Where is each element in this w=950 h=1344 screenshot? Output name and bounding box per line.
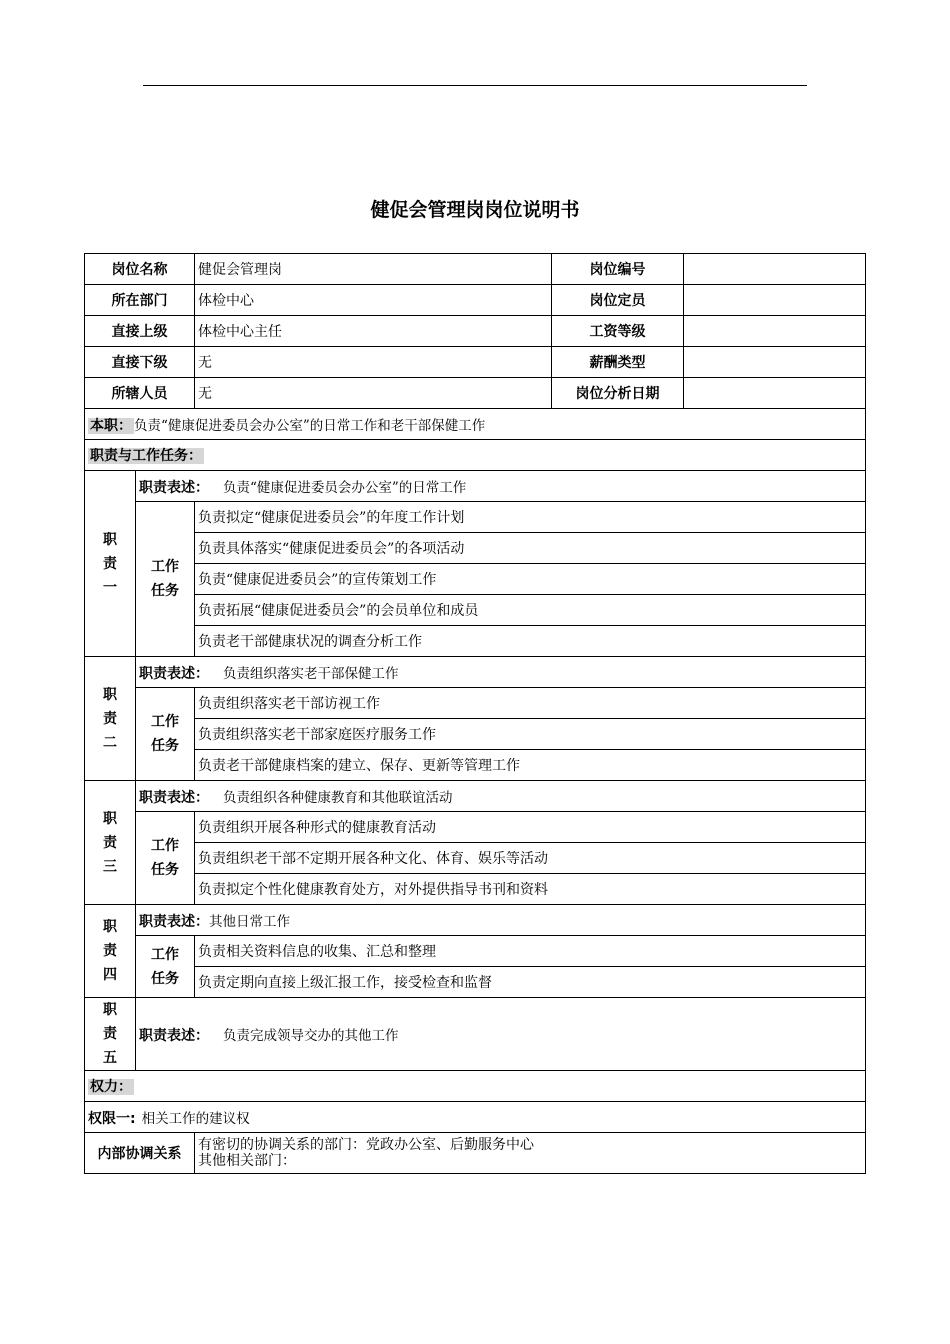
power-item-label: 权限一:	[88, 1110, 136, 1127]
power-cell	[85, 1071, 866, 1102]
task-text: 负责组织落实老干部访视工作	[195, 688, 866, 719]
info-value: 体检中心主任	[195, 316, 552, 347]
task-row	[85, 936, 866, 967]
duty-desc-cell	[136, 781, 866, 812]
info-value: 体检中心	[195, 285, 552, 316]
internal-row	[85, 1133, 866, 1174]
duty-desc-label: 职责表述：	[139, 913, 209, 930]
duty-name	[85, 657, 136, 781]
duty-name-char: 职	[103, 531, 117, 548]
task-text: 负责拟定“健康促进委员会”的年度工作计划	[195, 502, 866, 533]
task-text: 负责拟定个性化健康教育处方，对外提供指导书刊和资料	[195, 874, 866, 905]
info-value-2	[684, 285, 866, 316]
duty-name-char: 责	[103, 710, 117, 727]
work-tasks-label	[136, 936, 195, 998]
task-row	[85, 564, 866, 595]
info-label: 所辖人员	[85, 378, 195, 409]
benzhi-text: 负责“健康促进委员会办公室”的日常工作和老干部保健工作	[134, 417, 486, 434]
work-label-line2: 任务	[151, 738, 179, 754]
duty-name-char: 职	[103, 919, 117, 935]
task-row	[85, 502, 866, 533]
duty-desc-cell	[136, 471, 866, 502]
work-label-line2: 任务	[151, 583, 179, 599]
duties-header-row	[85, 440, 866, 471]
power-item-row	[85, 1102, 866, 1133]
duty-desc-text: 负责完成领导交办的其他工作	[223, 1027, 399, 1044]
duty-desc-label: 职责表述：	[139, 479, 209, 496]
power-item-cell	[85, 1102, 866, 1133]
duty-name	[85, 781, 136, 905]
work-label-line1: 工作	[151, 714, 179, 730]
info-row	[85, 378, 866, 409]
duty-name-char: 责	[103, 1026, 117, 1042]
duties-header: 职责与工作任务：	[90, 448, 202, 464]
info-value: 健促会管理岗	[195, 254, 552, 285]
duty-desc-cell	[136, 998, 866, 1071]
duty-desc-text: 负责“健康促进委员会办公室”的日常工作	[223, 479, 467, 496]
duty-desc-row	[85, 905, 866, 936]
duty-desc-text: 其他日常工作	[209, 913, 290, 930]
info-label-2: 岗位分析日期	[552, 378, 684, 409]
internal-line2: 其他相关部门：	[198, 1153, 296, 1169]
duty-desc-cell	[136, 905, 866, 936]
task-text: 负责定期向直接上级汇报工作，接受检查和监督	[195, 967, 866, 998]
duty-desc-row	[85, 471, 866, 502]
benzhi-label: 本职：	[90, 417, 132, 434]
task-text: 负责“健康促进委员会”的宣传策划工作	[195, 564, 866, 595]
duty-desc-row	[85, 781, 866, 812]
work-tasks-label	[136, 502, 195, 657]
work-label-line2: 任务	[151, 862, 179, 878]
info-row	[85, 285, 866, 316]
task-text: 负责老干部健康状况的调查分析工作	[195, 626, 866, 657]
work-label-line1: 工作	[151, 559, 179, 575]
duty-name	[85, 905, 136, 998]
task-text: 负责组织开展各种形式的健康教育活动	[195, 812, 866, 843]
duty-name	[85, 998, 136, 1071]
task-row	[85, 688, 866, 719]
info-label: 所在部门	[85, 285, 195, 316]
document-title: 健促会管理岗岗位说明书	[370, 199, 580, 221]
header-rule	[143, 85, 807, 86]
duty-desc-row	[85, 998, 866, 1071]
task-text: 负责具体落实“健康促进委员会”的各项活动	[195, 533, 866, 564]
duty-name-char: 二	[103, 734, 117, 751]
duty-desc-text: 负责组织落实老干部保健工作	[223, 665, 399, 682]
info-label-2: 岗位定员	[552, 285, 684, 316]
task-row	[85, 595, 866, 626]
task-row	[85, 967, 866, 998]
info-label-2: 工资等级	[552, 316, 684, 347]
task-row	[85, 874, 866, 905]
info-value: 无	[195, 378, 552, 409]
task-row	[85, 719, 866, 750]
info-label: 岗位名称	[85, 254, 195, 285]
power-label: 权力：	[90, 1079, 132, 1095]
task-row	[85, 812, 866, 843]
task-text: 负责相关资料信息的收集、汇总和整理	[195, 936, 866, 967]
benzhi-row	[85, 409, 866, 440]
task-text: 负责拓展“健康促进委员会”的会员单位和成员	[195, 595, 866, 626]
info-value-2	[684, 254, 866, 285]
job-description-table	[84, 253, 866, 1174]
info-row	[85, 347, 866, 378]
duty-desc-cell	[136, 657, 866, 688]
internal-line1: 有密切的协调关系的部门：党政办公室、后勤服务中心	[198, 1137, 534, 1153]
work-tasks-label	[136, 812, 195, 905]
duty-name-char: 职	[103, 810, 117, 827]
duty-desc-label: 职责表述：	[139, 1027, 209, 1044]
duty-name-char: 责	[103, 555, 117, 572]
internal-label: 内部协调关系	[85, 1133, 195, 1174]
task-row	[85, 533, 866, 564]
info-label-2: 岗位编号	[552, 254, 684, 285]
duty-name-char: 职	[103, 1002, 117, 1018]
duty-name-char: 责	[103, 943, 117, 959]
duty-name-char: 四	[103, 967, 117, 983]
info-value: 无	[195, 347, 552, 378]
task-text: 负责组织落实老干部家庭医疗服务工作	[195, 719, 866, 750]
info-value-2	[684, 316, 866, 347]
task-row	[85, 626, 866, 657]
info-label-2: 薪酬类型	[552, 347, 684, 378]
duty-name-char: 一	[103, 579, 117, 596]
duty-name	[85, 471, 136, 657]
work-label-line1: 工作	[151, 838, 179, 854]
info-label: 直接下级	[85, 347, 195, 378]
work-tasks-label	[136, 688, 195, 781]
info-row	[85, 316, 866, 347]
power-row	[85, 1071, 866, 1102]
task-text: 负责组织老干部不定期开展各种文化、体育、娱乐等活动	[195, 843, 866, 874]
duty-desc-label: 职责表述：	[139, 665, 209, 682]
task-row	[85, 843, 866, 874]
duty-name-char: 职	[103, 686, 117, 703]
task-row	[85, 750, 866, 781]
duty-desc-label: 职责表述：	[139, 789, 209, 806]
duties-header-cell	[85, 440, 866, 471]
duty-name-char: 责	[103, 834, 117, 851]
info-label: 直接上级	[85, 316, 195, 347]
info-value-2	[684, 347, 866, 378]
power-item-text: 相关工作的建议权	[141, 1110, 250, 1127]
duty-name-char: 三	[103, 858, 117, 875]
work-label-line2: 任务	[151, 970, 179, 987]
task-text: 负责老干部健康档案的建立、保存、更新等管理工作	[195, 750, 866, 781]
internal-value	[195, 1133, 866, 1174]
duty-desc-row	[85, 657, 866, 688]
info-value-2	[684, 378, 866, 409]
duty-desc-text: 负责组织各种健康教育和其他联谊活动	[223, 789, 453, 806]
work-label-line1: 工作	[151, 946, 179, 963]
duty-name-char: 五	[103, 1050, 117, 1066]
benzhi-cell	[85, 409, 866, 440]
info-row	[85, 254, 866, 285]
